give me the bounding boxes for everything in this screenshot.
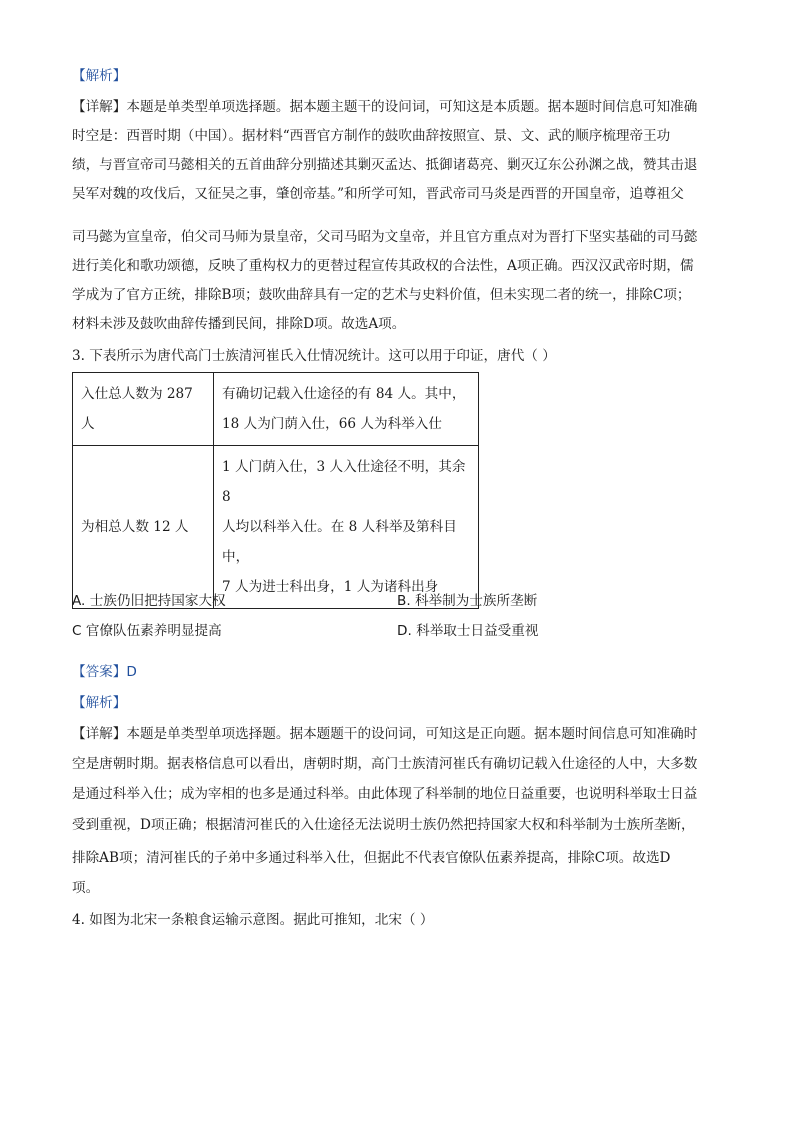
- analysis-line-4: 吴军对魏的攻伐后，又征吴之事，肇创帝基。”和所学可知，晋武帝司马炎是西晋的开国皇帝，追尊祖父: [72, 186, 684, 202]
- cell-line: 有确切记载入仕途径的有 84 人。其中，: [222, 386, 466, 402]
- table-row: [73, 373, 479, 446]
- question-4-stem: 4. 如图为北宋一条粮食运输示意图。据此可推知，北宋（ ）: [72, 912, 434, 928]
- analysis-2-line-4: 受到重视，D项正确；根据清河崔氏的入仕途径无法说明士族仍然把持国家大权和科举制为士族所垄断，: [72, 817, 695, 833]
- cell-line: 为相总人数 12 人: [81, 519, 189, 535]
- table-cell: [214, 373, 479, 446]
- analysis-line-8: 材料未涉及鼓吹曲辞传播到民间，排除D项。故选A项。: [72, 316, 406, 332]
- option-d: D. 科举取士日益受重视: [397, 623, 539, 639]
- question-3-stem: 3. 下表所示为唐代高门士族清河崔氏入仕情况统计。这可以用于印证，唐代（ ）: [72, 348, 556, 364]
- analysis-label-2: 【解析】: [72, 695, 127, 711]
- option-b: B. 科举制为士族所垄断: [397, 593, 538, 609]
- table-cell: [73, 373, 214, 446]
- option-c: C 官僚队伍素养明显提高: [72, 623, 222, 639]
- answer-label: 【答案】D: [72, 664, 137, 680]
- analysis-2-line-2: 空是唐朝时期。据表格信息可以看出，唐朝时期，高门士族清河崔氏有确切记载入仕途径的人中，大多数: [72, 756, 698, 772]
- analysis-line-2: 时空是：西晋时期（中国）。据材料“西晋官方制作的鼓吹曲辞按照宣、景、文、武的顺序梳理帝王功: [72, 128, 671, 144]
- analysis-2-line-1: 【详解】本题是单类型单项选择题。据本题题干的设问词，可知这是正向题。据本题时间信息可知准确时: [72, 726, 698, 742]
- cell-line: 7 人为进士科出身，1 人为诸科出身: [222, 579, 439, 595]
- option-a: A. 士族仍旧把持国家大权: [72, 593, 226, 609]
- table-cell: [214, 446, 479, 609]
- table-cell: [73, 446, 214, 609]
- analysis-2-line-6: 项。: [72, 880, 100, 896]
- table-row: [73, 446, 479, 609]
- cell-line: 入仕总人数为 287: [81, 386, 193, 402]
- cell-line: 人均以科举入仕。在 8 人科举及第科目中，: [222, 519, 457, 565]
- analysis-line-6: 进行美化和歌功颂德，反映了重构权力的更替过程宣传其政权的合法性，A项正确。西汉汉武帝时期，儒: [72, 258, 694, 274]
- analysis-2-line-5: 排除AB项；清河崔氏的子弟中多通过科举入仕，但据此不代表官僚队伍素养提高，排除C项。故选D: [72, 850, 671, 866]
- question-3-table: [72, 372, 479, 609]
- cell-line: 人: [81, 416, 95, 432]
- analysis-line-7: 学成为了官方正统，排除B项；鼓吹曲辞具有一定的艺术与史料价值，但未实现二者的统一，排除C项；: [72, 287, 691, 303]
- analysis-line-1: 【详解】本题是单类型单项选择题。据本题主题干的设问词，可知这是本质题。据本题时间信息可知准确: [72, 99, 698, 115]
- analysis-label: 【解析】: [72, 68, 127, 84]
- analysis-line-5: 司马懿为宣皇帝，伯父司马师为景皇帝，父司马昭为文皇帝，并且官方重点对为晋打下坚实基础的司马懿: [72, 229, 698, 245]
- analysis-line-3: 绩，与晋宣帝司马懿相关的五首曲辞分别描述其剿灭孟达、抵御诸葛亮、剿灭辽东公孙渊之战，赞其击退: [72, 157, 698, 173]
- cell-line: 1 人门荫入仕，3 人入仕途径不明，其余 8: [222, 459, 466, 505]
- analysis-2-line-3: 是通过科举入仕；成为宰相的也多是通过科举。由此体现了科举制的地位日益重要，也说明科举取士日益: [72, 786, 698, 802]
- cell-line: 18 人为门荫入仕，66 人为科举入仕: [222, 416, 442, 432]
